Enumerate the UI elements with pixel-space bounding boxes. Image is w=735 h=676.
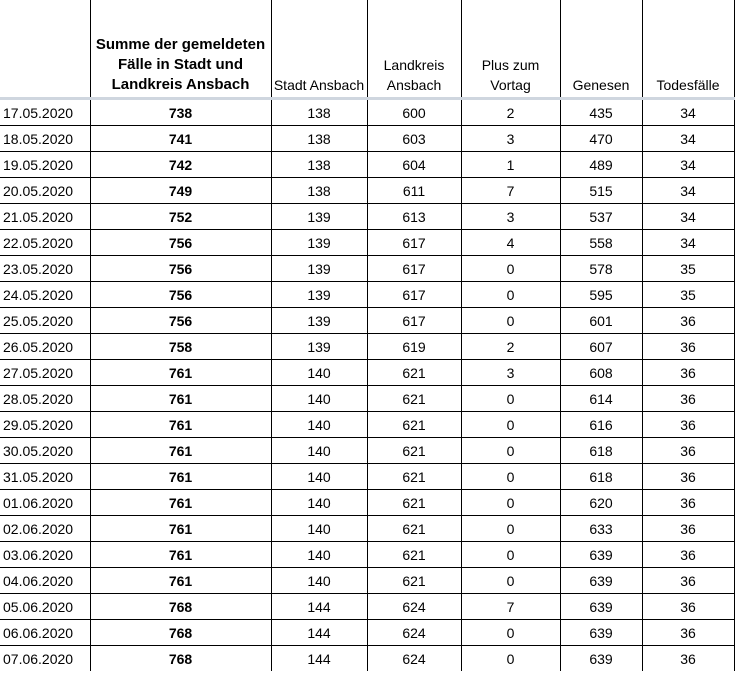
header-row: [0, 0, 734, 99]
cell-sum: 761: [90, 516, 271, 542]
cell-date: 29.05.2020: [0, 412, 90, 438]
cell-genesen: 639: [560, 646, 642, 672]
cell-genesen: 578: [560, 256, 642, 282]
cell-stadt: 144: [271, 620, 367, 646]
table-row: [0, 360, 734, 386]
cell-todesfaelle: 34: [642, 230, 734, 256]
cell-todesfaelle: 36: [642, 646, 734, 672]
cell-landkreis: 624: [367, 620, 461, 646]
cell-todesfaelle: 36: [642, 542, 734, 568]
cell-stadt: 140: [271, 386, 367, 412]
cell-date: 23.05.2020: [0, 256, 90, 282]
table-body: [0, 99, 734, 672]
cell-plus: 0: [461, 256, 560, 282]
header-landkreis: Landkreis Ansbach: [367, 0, 461, 99]
cell-todesfaelle: 36: [642, 620, 734, 646]
cell-genesen: 618: [560, 464, 642, 490]
cell-date: 03.06.2020: [0, 542, 90, 568]
cell-landkreis: 621: [367, 516, 461, 542]
cell-sum: 768: [90, 646, 271, 672]
cell-genesen: 601: [560, 308, 642, 334]
cell-plus: 0: [461, 646, 560, 672]
table-row: [0, 490, 734, 516]
cell-sum: 768: [90, 620, 271, 646]
cell-date: 27.05.2020: [0, 360, 90, 386]
cell-plus: 0: [461, 282, 560, 308]
table-row: [0, 334, 734, 360]
cell-genesen: 608: [560, 360, 642, 386]
cell-stadt: 139: [271, 204, 367, 230]
cell-todesfaelle: 36: [642, 464, 734, 490]
table-row: [0, 646, 734, 672]
cell-sum: 761: [90, 438, 271, 464]
header-date: [0, 0, 90, 99]
cell-plus: 1: [461, 152, 560, 178]
cell-todesfaelle: 36: [642, 412, 734, 438]
table-row: [0, 412, 734, 438]
cell-stadt: 144: [271, 594, 367, 620]
cell-landkreis: 621: [367, 360, 461, 386]
cell-genesen: 620: [560, 490, 642, 516]
cell-landkreis: 617: [367, 230, 461, 256]
cell-landkreis: 624: [367, 646, 461, 672]
cell-date: 22.05.2020: [0, 230, 90, 256]
cell-plus: 0: [461, 412, 560, 438]
cell-stadt: 140: [271, 412, 367, 438]
cell-genesen: 470: [560, 126, 642, 152]
cell-todesfaelle: 35: [642, 256, 734, 282]
cell-genesen: 618: [560, 438, 642, 464]
cell-sum: 758: [90, 334, 271, 360]
table-row: [0, 516, 734, 542]
cell-landkreis: 619: [367, 334, 461, 360]
header-todesfaelle: Todesfälle: [642, 0, 734, 99]
cell-genesen: 607: [560, 334, 642, 360]
cell-todesfaelle: 36: [642, 490, 734, 516]
cell-sum: 749: [90, 178, 271, 204]
cell-stadt: 139: [271, 282, 367, 308]
table-row: [0, 464, 734, 490]
cell-sum: 756: [90, 256, 271, 282]
cell-plus: 2: [461, 334, 560, 360]
cell-plus: 0: [461, 386, 560, 412]
cell-genesen: 633: [560, 516, 642, 542]
cell-stadt: 144: [271, 646, 367, 672]
table-row: [0, 542, 734, 568]
cell-stadt: 139: [271, 230, 367, 256]
cell-plus: 0: [461, 516, 560, 542]
table-row: [0, 620, 734, 646]
cell-landkreis: 613: [367, 204, 461, 230]
cell-date: 24.05.2020: [0, 282, 90, 308]
cell-date: 06.06.2020: [0, 620, 90, 646]
cell-sum: 742: [90, 152, 271, 178]
cell-sum: 761: [90, 360, 271, 386]
cell-plus: 0: [461, 542, 560, 568]
cell-genesen: 639: [560, 542, 642, 568]
table-row: [0, 99, 734, 126]
cell-todesfaelle: 34: [642, 178, 734, 204]
cell-sum: 768: [90, 594, 271, 620]
cell-landkreis: 621: [367, 438, 461, 464]
cell-genesen: 537: [560, 204, 642, 230]
cell-stadt: 138: [271, 99, 367, 126]
cell-landkreis: 604: [367, 152, 461, 178]
table-row: [0, 178, 734, 204]
cell-landkreis: 611: [367, 178, 461, 204]
cell-plus: 7: [461, 178, 560, 204]
cell-plus: 7: [461, 594, 560, 620]
cell-landkreis: 600: [367, 99, 461, 126]
cell-genesen: 595: [560, 282, 642, 308]
table-row: [0, 230, 734, 256]
cell-stadt: 140: [271, 516, 367, 542]
cell-sum: 756: [90, 282, 271, 308]
cell-todesfaelle: 34: [642, 204, 734, 230]
cell-plus: 4: [461, 230, 560, 256]
cell-genesen: 639: [560, 594, 642, 620]
cell-plus: 3: [461, 204, 560, 230]
cell-stadt: 140: [271, 438, 367, 464]
cell-stadt: 139: [271, 256, 367, 282]
cell-date: 18.05.2020: [0, 126, 90, 152]
cell-todesfaelle: 36: [642, 568, 734, 594]
cell-sum: 761: [90, 464, 271, 490]
cell-sum: 738: [90, 99, 271, 126]
cell-sum: 761: [90, 412, 271, 438]
cell-stadt: 138: [271, 178, 367, 204]
cell-sum: 756: [90, 308, 271, 334]
cell-todesfaelle: 35: [642, 282, 734, 308]
cell-stadt: 139: [271, 308, 367, 334]
table-row: [0, 308, 734, 334]
header-plus: Plus zum Vortag: [461, 0, 560, 99]
cell-sum: 761: [90, 568, 271, 594]
table-row: [0, 126, 734, 152]
cell-plus: 0: [461, 568, 560, 594]
cell-plus: 0: [461, 308, 560, 334]
cell-landkreis: 624: [367, 594, 461, 620]
cell-date: 30.05.2020: [0, 438, 90, 464]
table-row: [0, 152, 734, 178]
cell-stadt: 140: [271, 542, 367, 568]
cell-plus: 0: [461, 464, 560, 490]
cell-landkreis: 617: [367, 282, 461, 308]
cell-genesen: 489: [560, 152, 642, 178]
cell-genesen: 639: [560, 568, 642, 594]
cell-plus: 3: [461, 126, 560, 152]
table-row: [0, 568, 734, 594]
header-sum: Summe der gemeldeten Fälle in Stadt und Landkreis Ansbach: [90, 0, 271, 99]
cell-sum: 761: [90, 490, 271, 516]
cell-landkreis: 621: [367, 490, 461, 516]
cell-plus: 0: [461, 438, 560, 464]
cell-sum: 752: [90, 204, 271, 230]
cell-date: 20.05.2020: [0, 178, 90, 204]
cell-sum: 756: [90, 230, 271, 256]
table-row: [0, 282, 734, 308]
cell-date: 25.05.2020: [0, 308, 90, 334]
cell-todesfaelle: 34: [642, 152, 734, 178]
cell-todesfaelle: 34: [642, 99, 734, 126]
cell-date: 26.05.2020: [0, 334, 90, 360]
cell-date: 01.06.2020: [0, 490, 90, 516]
cell-plus: 3: [461, 360, 560, 386]
cell-stadt: 138: [271, 152, 367, 178]
cell-genesen: 435: [560, 99, 642, 126]
cell-landkreis: 621: [367, 412, 461, 438]
cell-date: 02.06.2020: [0, 516, 90, 542]
header-stadt: Stadt Ansbach: [271, 0, 367, 99]
table-row: [0, 594, 734, 620]
cell-todesfaelle: 36: [642, 516, 734, 542]
cell-date: 28.05.2020: [0, 386, 90, 412]
cell-todesfaelle: 36: [642, 334, 734, 360]
cell-landkreis: 621: [367, 386, 461, 412]
cell-stadt: 140: [271, 568, 367, 594]
cell-sum: 761: [90, 542, 271, 568]
table-row: [0, 256, 734, 282]
cell-sum: 761: [90, 386, 271, 412]
cell-plus: 2: [461, 99, 560, 126]
cell-date: 19.05.2020: [0, 152, 90, 178]
header-genesen: Genesen: [560, 0, 642, 99]
cell-date: 31.05.2020: [0, 464, 90, 490]
table-header: [0, 0, 734, 99]
cell-date: 07.06.2020: [0, 646, 90, 672]
table-row: [0, 386, 734, 412]
cell-stadt: 140: [271, 360, 367, 386]
cell-landkreis: 617: [367, 256, 461, 282]
cell-genesen: 639: [560, 620, 642, 646]
cell-genesen: 558: [560, 230, 642, 256]
cell-stadt: 140: [271, 490, 367, 516]
cell-todesfaelle: 36: [642, 594, 734, 620]
cell-stadt: 140: [271, 464, 367, 490]
cell-plus: 0: [461, 620, 560, 646]
cell-genesen: 616: [560, 412, 642, 438]
cell-todesfaelle: 36: [642, 308, 734, 334]
cell-genesen: 515: [560, 178, 642, 204]
cell-date: 05.06.2020: [0, 594, 90, 620]
cell-stadt: 138: [271, 126, 367, 152]
cell-date: 17.05.2020: [0, 99, 90, 126]
table-row: [0, 438, 734, 464]
cell-todesfaelle: 34: [642, 126, 734, 152]
cell-stadt: 139: [271, 334, 367, 360]
cell-landkreis: 621: [367, 568, 461, 594]
cell-todesfaelle: 36: [642, 438, 734, 464]
cell-genesen: 614: [560, 386, 642, 412]
cell-landkreis: 617: [367, 308, 461, 334]
table-row: [0, 204, 734, 230]
cell-landkreis: 621: [367, 464, 461, 490]
cell-date: 21.05.2020: [0, 204, 90, 230]
cell-landkreis: 621: [367, 542, 461, 568]
cell-todesfaelle: 36: [642, 386, 734, 412]
cell-date: 04.06.2020: [0, 568, 90, 594]
cell-todesfaelle: 36: [642, 360, 734, 386]
cell-plus: 0: [461, 490, 560, 516]
cell-landkreis: 603: [367, 126, 461, 152]
cell-sum: 741: [90, 126, 271, 152]
